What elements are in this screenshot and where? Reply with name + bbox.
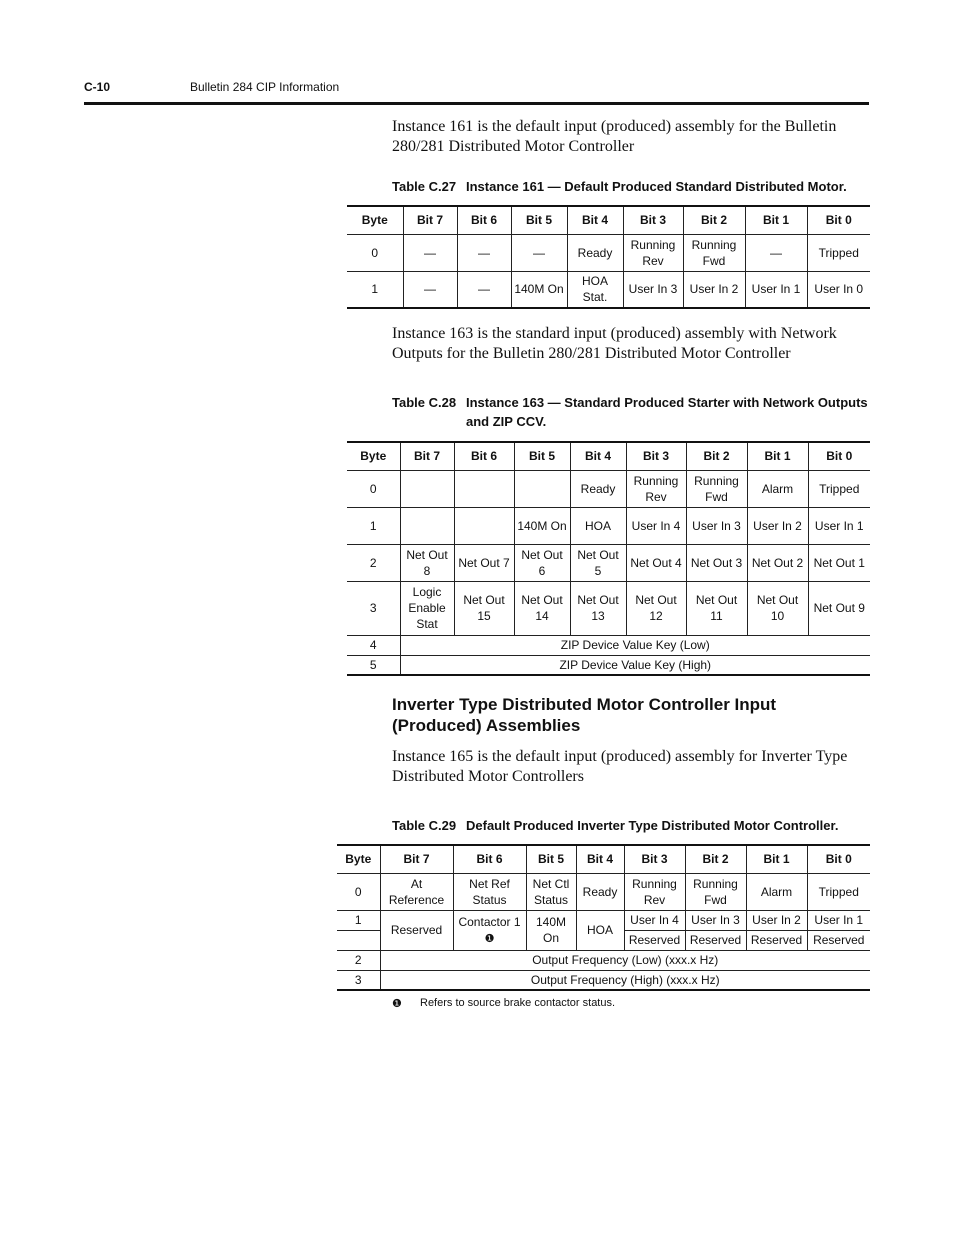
table-cell: Output Frequency (High) (xxx.x Hz) <box>380 970 870 990</box>
table-cell: Net Out 7 <box>454 544 514 581</box>
table-number: Table C.27 <box>392 179 457 194</box>
table-row <box>337 873 870 910</box>
table-cell: Output Frequency (Low) (xxx.x Hz) <box>380 950 870 970</box>
table-cell <box>454 507 514 544</box>
table-cell: Ready <box>570 470 626 507</box>
paragraph-instance-161: Instance 161 is the default input (produced) assembly for the Bulletin 280/281 Distributed Motor Controller <box>392 118 837 155</box>
table-cell: At Reference <box>380 873 453 910</box>
table-cell: Running Fwd <box>685 873 746 910</box>
footnote-marker[interactable]: ❶ <box>484 932 495 945</box>
table-cell: ZIP Device Value Key (High) <box>400 655 870 675</box>
column-header: Bit 0 <box>807 845 870 873</box>
table-cell: Running Rev <box>626 470 686 507</box>
column-header: Bit 0 <box>807 206 870 234</box>
column-header: Bit 4 <box>576 845 624 873</box>
column-header: Bit 4 <box>567 206 623 234</box>
table-cell: Net Out 4 <box>626 544 686 581</box>
table-cell: 1 <box>347 507 400 544</box>
table-cell: 5 <box>347 655 400 675</box>
table-cell: Ready <box>567 234 623 271</box>
table-cell: User In 3 <box>623 271 683 308</box>
column-header: Bit 1 <box>746 845 807 873</box>
table-cell: 1 <box>347 271 403 308</box>
table-cell: — <box>457 234 511 271</box>
table-cell: HOA <box>576 910 624 950</box>
table-cell: User In 1 <box>808 507 870 544</box>
table-cell: — <box>511 234 567 271</box>
table-cell: 140M On <box>526 910 576 950</box>
table-cell: 2 <box>347 544 400 581</box>
table-row <box>337 910 870 930</box>
table-c29 <box>337 844 870 991</box>
table-cell: Net Out 5 <box>570 544 626 581</box>
table-cell: Net Out 12 <box>626 581 686 635</box>
table-row <box>347 271 870 308</box>
table-row <box>347 544 870 581</box>
table-header-row <box>347 442 870 470</box>
table-cell: HOA <box>570 507 626 544</box>
column-header: Bit 5 <box>514 442 570 470</box>
table-row <box>347 655 870 675</box>
table-cell: Net Out 11 <box>686 581 747 635</box>
column-header: Bit 5 <box>526 845 576 873</box>
table-row <box>337 950 870 970</box>
table-cell: Tripped <box>808 470 870 507</box>
table-cell: 140M On <box>514 507 570 544</box>
table-cell: Net Ctl Status <box>526 873 576 910</box>
column-header: Byte <box>347 442 400 470</box>
column-header: Bit 1 <box>747 442 808 470</box>
table-header-row <box>337 845 870 873</box>
cell-text: Contactor 1 <box>458 914 521 929</box>
table-cell <box>453 910 526 950</box>
column-header: Bit 5 <box>511 206 567 234</box>
table-number: Table C.29 <box>392 818 457 833</box>
table-cell: Alarm <box>746 873 807 910</box>
table-cell: User In 2 <box>746 910 807 930</box>
table-row <box>347 635 870 655</box>
table-cell: Net Out 10 <box>747 581 808 635</box>
column-header: Bit 6 <box>453 845 526 873</box>
page-number: C-10 <box>84 80 111 94</box>
table-c27-caption <box>392 177 872 196</box>
table-row <box>347 507 870 544</box>
table-cell: — <box>745 234 807 271</box>
table-cell: 0 <box>337 873 380 910</box>
table-number: Table C.28 <box>392 395 457 410</box>
table-row <box>347 581 870 635</box>
table-cell <box>454 470 514 507</box>
table-cell: Logic Enable Stat <box>400 581 454 635</box>
table-cell: Reserved <box>685 930 746 950</box>
table-c28-caption <box>392 393 872 431</box>
table-cell: Running Fwd <box>686 470 747 507</box>
table-cell: — <box>457 271 511 308</box>
table-cell: Ready <box>576 873 624 910</box>
table-cell: 3 <box>347 581 400 635</box>
column-header: Bit 6 <box>454 442 514 470</box>
table-cell: Alarm <box>747 470 808 507</box>
table-row <box>347 470 870 507</box>
running-header-title: Bulletin 284 CIP Information <box>190 80 340 94</box>
table-cell: Tripped <box>807 234 870 271</box>
column-header: Bit 3 <box>626 442 686 470</box>
table-cell: Net Out 15 <box>454 581 514 635</box>
table-footnote <box>392 997 615 1010</box>
table-cell: Net Out 2 <box>747 544 808 581</box>
table-cell: 0 <box>347 470 400 507</box>
table-c28 <box>347 441 870 676</box>
table-cell: Tripped <box>807 873 870 910</box>
table-cell <box>514 470 570 507</box>
table-cell: User In 0 <box>807 271 870 308</box>
table-cell: Net Out 8 <box>400 544 454 581</box>
table-cell: Reserved <box>624 930 685 950</box>
table-row <box>337 970 870 990</box>
table-cell: Net Out 3 <box>686 544 747 581</box>
table-cell: 140M On <box>511 271 567 308</box>
column-header: Bit 2 <box>686 442 747 470</box>
section-heading: Inverter Type Distributed Motor Controller Input (Produced) Assemblies <box>392 695 777 735</box>
column-header: Bit 4 <box>570 442 626 470</box>
table-cell: User In 3 <box>685 910 746 930</box>
table-cell: Net Out 9 <box>808 581 870 635</box>
column-header: Bit 3 <box>624 845 685 873</box>
table-cell: Net Out 14 <box>514 581 570 635</box>
table-c29-caption <box>392 816 872 835</box>
table-cell: Net Ref Status <box>453 873 526 910</box>
table-cell: User In 1 <box>807 910 870 930</box>
footnote-marker: ❶ <box>392 998 402 1010</box>
table-cell: 4 <box>347 635 400 655</box>
table-cell: — <box>403 234 457 271</box>
table-cell: ZIP Device Value Key (Low) <box>400 635 870 655</box>
footnote-text: Refers to source brake contactor status. <box>420 997 616 1009</box>
table-caption: Instance 163 — Standard Produced Starter with Network Outputs and ZIP CCV. <box>466 395 868 429</box>
table-cell: User In 4 <box>624 910 685 930</box>
column-header: Bit 7 <box>403 206 457 234</box>
column-header: Byte <box>337 845 380 873</box>
table-cell: User In 1 <box>745 271 807 308</box>
table-cell: User In 2 <box>747 507 808 544</box>
column-header: Bit 7 <box>380 845 453 873</box>
header-rule <box>84 102 869 105</box>
table-row <box>347 234 870 271</box>
table-cell: Net Out 1 <box>808 544 870 581</box>
table-cell: User In 4 <box>626 507 686 544</box>
table-cell <box>400 470 454 507</box>
column-header: Byte <box>347 206 403 234</box>
table-cell: HOA Stat. <box>567 271 623 308</box>
table-cell: 3 <box>337 970 380 990</box>
column-header: Bit 6 <box>457 206 511 234</box>
table-cell: User In 2 <box>683 271 745 308</box>
table-cell <box>337 930 380 950</box>
table-cell: 2 <box>337 950 380 970</box>
table-header-row <box>347 206 870 234</box>
column-header: Bit 2 <box>685 845 746 873</box>
column-header: Bit 0 <box>808 442 870 470</box>
table-cell: Reserved <box>746 930 807 950</box>
table-cell: Running Fwd <box>683 234 745 271</box>
table-cell <box>400 507 454 544</box>
paragraph-instance-163: Instance 163 is the standard input (produced) assembly with Network Outputs for the Bulletin 280/281 Distributed Motor Controller <box>392 325 837 362</box>
column-header: Bit 2 <box>683 206 745 234</box>
table-caption: Instance 161 — Default Produced Standard Distributed Motor. <box>466 179 847 194</box>
table-cell: Running Rev <box>623 234 683 271</box>
table-cell: User In 3 <box>686 507 747 544</box>
table-cell: Reserved <box>807 930 870 950</box>
table-cell: Net Out 6 <box>514 544 570 581</box>
column-header: Bit 7 <box>400 442 454 470</box>
table-cell: 1 <box>337 910 380 930</box>
table-cell: Reserved <box>380 910 453 950</box>
table-cell: Running Rev <box>624 873 685 910</box>
paragraph-instance-165: Instance 165 is the default input (produced) assembly for Inverter Type Distributed Motor Controllers <box>392 748 848 785</box>
column-header: Bit 3 <box>623 206 683 234</box>
table-cell: — <box>403 271 457 308</box>
table-cell: 0 <box>347 234 403 271</box>
column-header: Bit 1 <box>745 206 807 234</box>
table-c27 <box>347 205 870 309</box>
table-cell: Net Out 13 <box>570 581 626 635</box>
table-caption: Default Produced Inverter Type Distributed Motor Controller. <box>466 818 839 833</box>
